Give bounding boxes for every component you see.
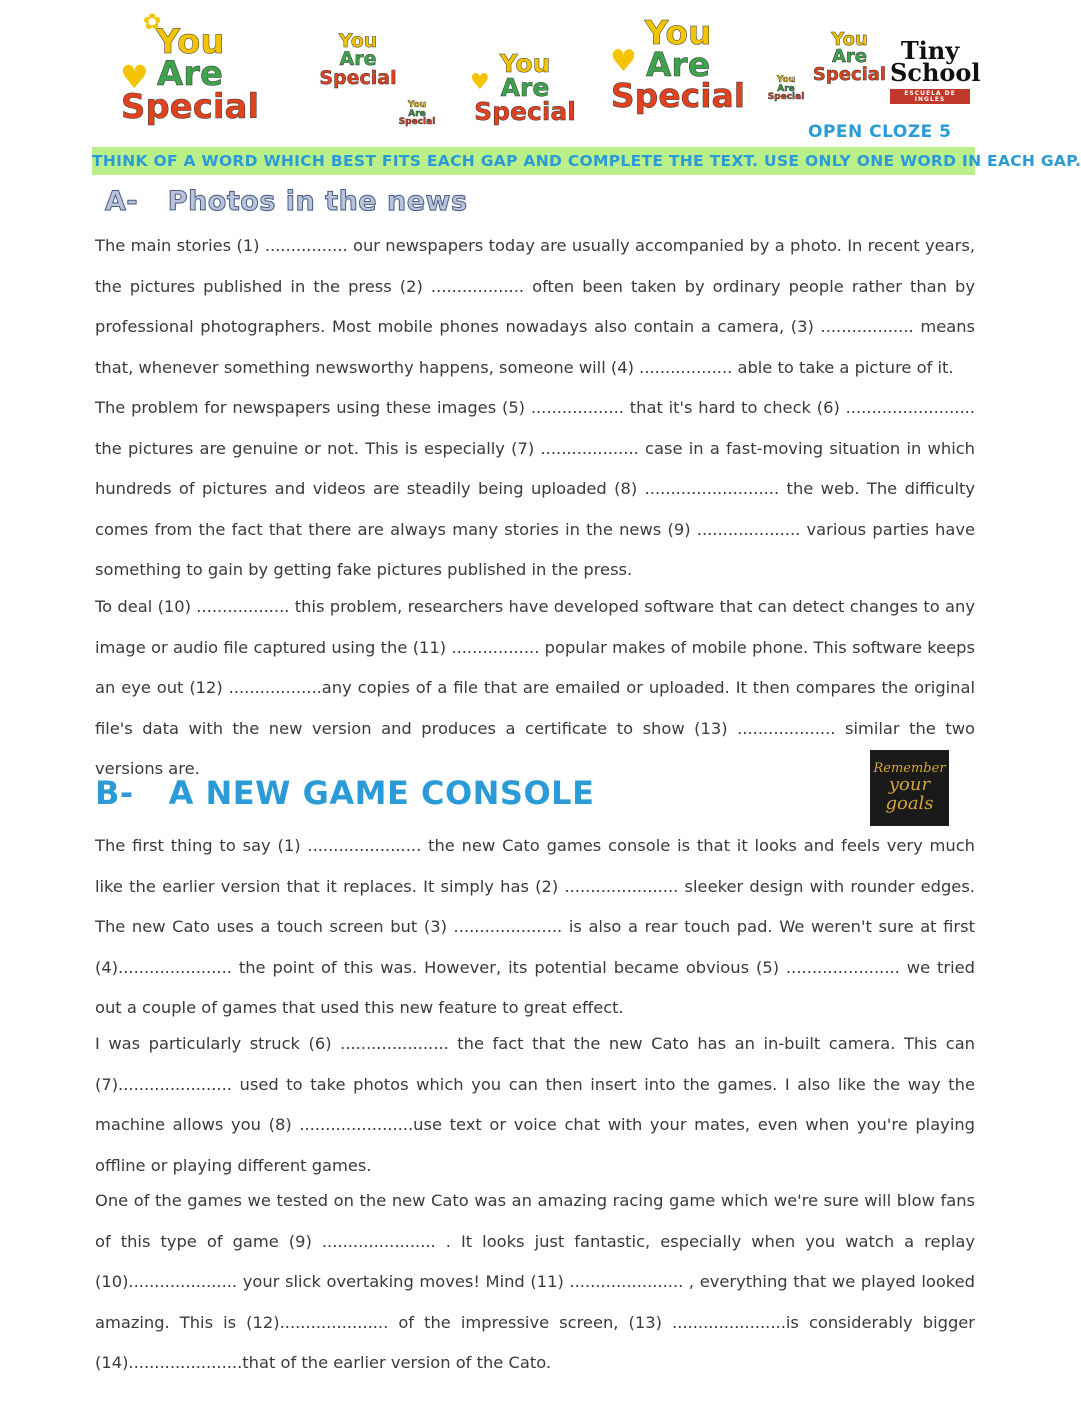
section-b-paragraph-1: The first thing to say (1) ...................... the new Cato games console is that it looks and feels very much like the earlier version that it replaces. It simply has (2) ...................... sleeker design with rounder edges. The new Cato uses a touch screen but (3) ..................... is also a rear touch pad. We weren't sure at first (4)...................... the point of this was. However, its potential became obvious (5) ...................... we tried out a couple of games that used this new feature to great effect. [95, 836, 975, 1017]
logo-word-are: Are [831, 46, 867, 68]
tiny-school-logo [890, 36, 981, 115]
section-b-paragraph-2: I was particularly struck (6) ..................... the fact that the new Cato has an in-built camera. This can (7)...................... used to take photos which you can then insert into the games. I also like the way the machine allows you (8) ......................use text or voice chat with your mates, even when you're playing offline or playing different games. [95, 1034, 975, 1175]
tiny-school-subtitle: ESCUELA DE INGLES [890, 89, 970, 104]
logo-word-special: Special [319, 66, 397, 89]
open-cloze-label: OPEN CLOZE 5 [808, 122, 952, 142]
logo-word-you: You [155, 22, 225, 63]
tiny-school-line1: Tiny [900, 36, 960, 65]
section-b-title: B- A NEW GAME CONSOLE [95, 774, 595, 812]
goals-text-1: Remember [873, 761, 946, 777]
logo-word-are: Are [645, 44, 711, 84]
section-a-paragraph-3: To deal (10) .................. this problem, researchers have developed software that can detect changes to any image or audio file captured using the (11) ................. popular makes of mobile phone. This software keeps an eye out (12) ..................any copies of a file that are emailed or uploaded. It then compares the original file's data with the new version and produces a certificate to show (13) ................... similar the two versions are. [95, 597, 975, 778]
you-are-special-logo-6 [766, 70, 806, 108]
logo-word-you: You [499, 49, 551, 79]
logo-word-special: Special [812, 63, 887, 85]
heart-icon: ♥ [470, 70, 490, 95]
heart-icon: ♥ [610, 44, 637, 79]
you-are-special-logo-2 [318, 22, 398, 97]
section-a-paragraph-2: The problem for newspapers using these images (5) .................. that it's hard to check (6) ......................... the pictures are genuine or not. This is especially (7) ................... case in a fast-moving situation in which hundreds of pictures and videos are steadily being uploaded (8) .......................... the web. The difficulty comes from the fact that there are always many stories in the news (9) .................... various parties have something to gain by getting fake pictures published in the press. [95, 398, 975, 579]
logo-word-are: Are [777, 83, 795, 94]
you-are-special-logo-3 [398, 95, 436, 133]
logo-word-are: Are [408, 108, 426, 119]
flower-icon: ✿ [143, 10, 162, 35]
section-a-paragraph-1: The main stories (1) ................ our newspapers today are usually accompanied by a photo. In recent years, the pictures published in the press (2) .................. often been taken by ordinary people rather than by professional photographers. Most mobile phones nowadays also contain a camera, (3) .................. means that, whenever something newsworthy happens, someone will (4) .................. able to take a picture of it. [95, 236, 975, 377]
logo-word-you: You [338, 30, 378, 53]
logo-word-are: Are [156, 54, 224, 95]
logo-word-are: Are [339, 48, 377, 71]
logo-word-you: You [644, 13, 712, 53]
logo-word-special: Special [398, 117, 436, 128]
logo-word-are: Are [500, 73, 550, 103]
logo-word-special: Special [474, 96, 576, 126]
goals-text-2: your [888, 773, 931, 795]
instructions-banner: THINK OF A WORD WHICH BEST FITS EACH GAP AND COMPLETE THE TEXT. USE ONLY ONE WORD IN EACH GAP. [92, 147, 975, 175]
logo-word-special: Special [610, 76, 746, 116]
remember-your-goals-image [870, 750, 949, 826]
logo-word-you: You [831, 29, 868, 51]
you-are-special-logo-7 [812, 22, 887, 92]
logo-word-special: Special [767, 92, 805, 103]
section-b-paragraph-3: One of the games we tested on the new Cato was an amazing racing game which we're sure will blow fans of this type of game (9) ...................... . It looks just fantastic, especially when you watch a replay (10)..................... your slick overtaking moves! Mind (11) ...................... , everything that we played looked amazing. This is (12)..................... of the impressive screen, (13) ......................is considerably bigger (14)......................that of the earlier version of the Cato. [95, 1191, 975, 1372]
logo-word-you: You [407, 100, 427, 111]
logo-word-special: Special [120, 86, 260, 127]
logo-word-you: You [776, 75, 796, 86]
goals-text-3: goals [885, 792, 934, 814]
section-a-title: A- Photos in the news [105, 186, 468, 217]
tiny-school-line2: School [890, 57, 981, 87]
heart-icon: ♥ [120, 58, 149, 96]
